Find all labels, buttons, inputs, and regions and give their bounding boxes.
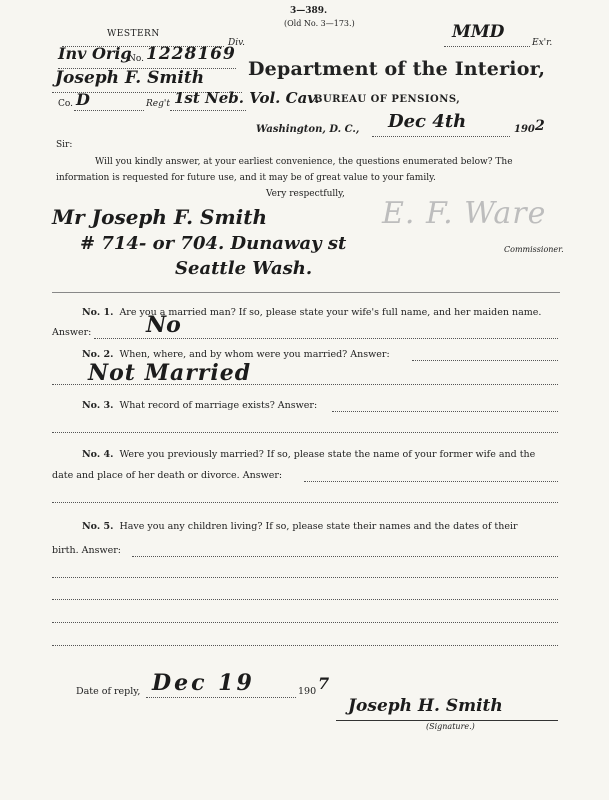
q2-text: When, where, and by whom were you married? Answer:: [119, 349, 390, 360]
reply-date-label: Date of reply,: [76, 686, 141, 697]
q1-number: No. 1.: [82, 307, 114, 318]
year-prefix: 190: [514, 124, 535, 135]
examiner-label: Ex'r.: [532, 38, 553, 48]
commissioner-label: Commissioner.: [504, 245, 564, 254]
salutation: Sir:: [56, 140, 73, 150]
body-line-2: information is requested for future use, and it may be of great value to your family.: [56, 173, 436, 183]
signature-label: (Signature.): [426, 722, 475, 731]
reply-date: Dec 19: [152, 670, 255, 696]
claim-prefix: Inv Orig: [58, 44, 132, 63]
claim-number: 1228169: [146, 44, 236, 64]
claim-no-label: No.: [128, 54, 144, 64]
regiment-value: 1st Neb. Vol. Cav.: [174, 89, 320, 107]
q5-text-1: Have you any children living? If so, please state their names and the dates of their: [119, 521, 518, 532]
body-line-1: Will you kindly answer, at your earliest convenience, the questions enumerated below? The: [95, 157, 513, 167]
q1-answer-label: Answer:: [52, 327, 92, 338]
addressee-line-3: Seattle Wash.: [175, 258, 313, 279]
place-label: Washington, D. C.,: [256, 124, 360, 135]
form-number: 3—389.: [290, 6, 328, 16]
letter-date: Dec 4th: [388, 111, 467, 132]
q1-answer: No: [146, 312, 181, 338]
closing: Very respectfully,: [266, 189, 345, 199]
reply-year-prefix: 190: [298, 686, 317, 697]
reply-year: 7: [318, 674, 330, 693]
claimant-signature: Joseph H. Smith: [348, 696, 503, 716]
department-title: Department of the Interior,: [248, 58, 546, 80]
div-label: Div.: [228, 38, 245, 48]
company-label: Co.: [58, 99, 74, 109]
old-form-number: (Old No. 3—173.): [284, 19, 355, 28]
q5-text-2: birth. Answer:: [52, 545, 121, 556]
letter-year: 2: [535, 118, 545, 134]
question-3: [82, 398, 317, 414]
regiment-label: Reg't: [146, 99, 170, 109]
q1-text: Are you a married man? If so, please state your wife's full name, and her maiden name.: [119, 307, 542, 318]
q3-text: What record of marriage exists? Answer:: [119, 400, 318, 411]
question-4: [82, 447, 535, 463]
addressee-line-1: Mr Joseph F. Smith: [52, 205, 268, 229]
q4-text-1: Were you previously married? If so, please state the name of your former wife and the: [119, 449, 536, 460]
q2-answer: Not Married: [88, 360, 252, 386]
examiner-initials: MMD: [452, 22, 505, 42]
q4-number: No. 4.: [82, 449, 114, 460]
claimant-name: Joseph F. Smith: [55, 68, 205, 88]
q5-number: No. 5.: [82, 521, 114, 532]
addressee-line-2: # 714- or 704. Dunaway st: [80, 233, 347, 254]
q3-number: No. 3.: [82, 400, 114, 411]
q4-text-2: date and place of her death or divorce. Answer:: [52, 470, 283, 481]
section-divider: [52, 292, 560, 293]
q2-number: No. 2.: [82, 349, 114, 360]
division-name: WESTERN: [107, 29, 160, 39]
company-value: D: [76, 90, 90, 109]
commissioner-signature: E. F. Ware: [382, 196, 547, 231]
question-5: [82, 519, 518, 535]
bureau-title: BUREAU OF PENSIONS,: [314, 94, 461, 105]
